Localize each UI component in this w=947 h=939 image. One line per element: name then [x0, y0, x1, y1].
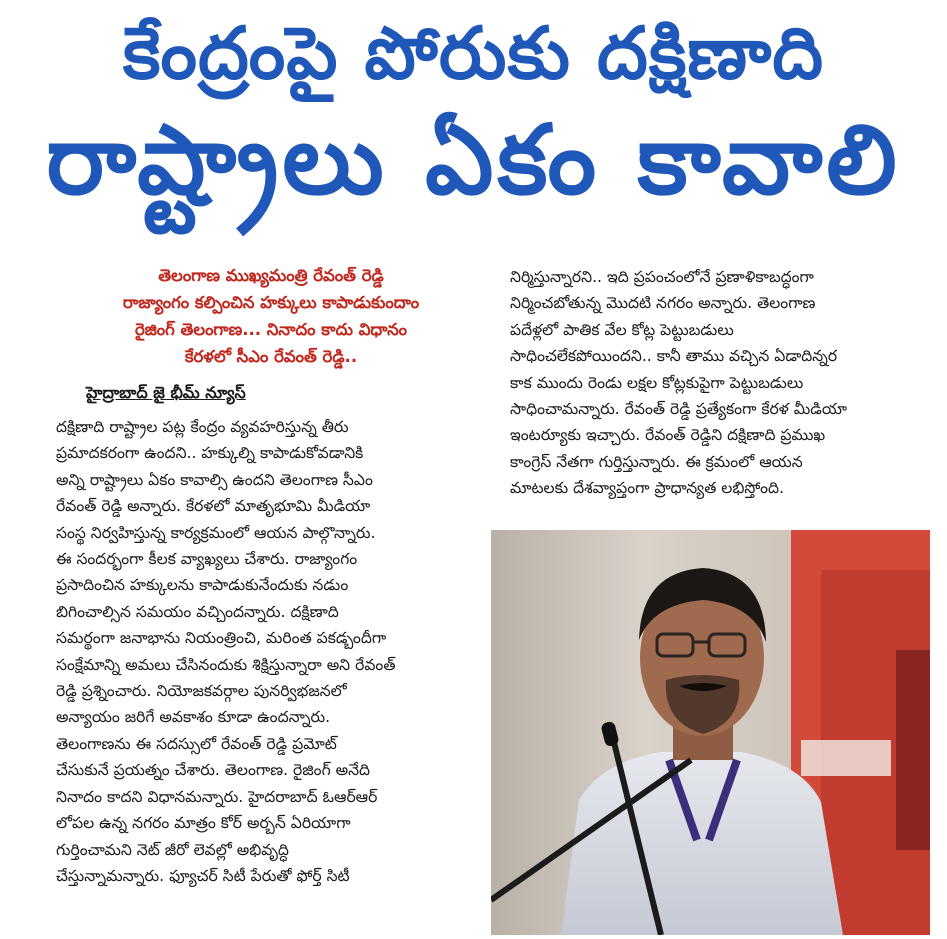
body-line: సమర్థంగా జనాభాను నియంత్రించి, మరింత పకడ్బందీగా: [56, 629, 387, 648]
body-line: దక్షిణాది రాష్ట్రాల పట్ల కేంద్రం వ్యవహరిస్తున్న తీరు: [56, 418, 349, 436]
headline-line-1: కేంద్రంపై పోరుకు దక్షిణాది: [122, 11, 825, 95]
body-line: రెడ్డి ప్రశ్నించారు. నియోజకవర్గాల పునర్విభజనలో: [56, 682, 347, 701]
deck-line: రాజ్యాంగం కల్పించిన హక్కులు కాపాడుకుందాం: [122, 293, 420, 312]
body-line: సాధించలేకపోయిందని.. కానీ తాము వచ్చిన ఏడాదిన్నర: [510, 347, 838, 366]
body-line: ప్రమాదకరంగా ఉందని.. హక్కుల్ని కాపాడుకోవడానికి: [56, 444, 364, 463]
body-line: పదేళ్లలో పాతిక వేల కోట్ల పెట్టుబడులు: [510, 320, 734, 339]
body-line: రేవంత్ రెడ్డి అన్నారు. కేరళలో మాతృభూమి మీడియా: [56, 497, 371, 516]
left-body-text: [56, 414, 476, 889]
body-line: లోపల ఉన్న నగరం మాత్రం కోర్ అర్బన్ ఏరియాగా: [56, 814, 351, 833]
body-line: ప్రసాదించిన హక్కులను కాపాడుకునేందుకు నడుం: [56, 576, 349, 595]
body-line: నిర్మిస్తున్నారని.. ఇది ప్రపంచంలోనే ప్రణాళికాబద్ధంగా: [510, 268, 814, 286]
headline-line-2: రాష్ట్రాలు ఏకం కావాలి: [46, 104, 901, 216]
body-line: సంక్షేమాన్ని అమలు చేసినందుకు శిక్షిస్తున్నారా అని రేవంత్: [56, 655, 396, 674]
body-line: సంస్థ నిర్వహిస్తున్న కార్యక్రమంలో ఆయన పాల్గొన్నారు.: [56, 523, 376, 542]
body-line: నిర్మించబోతున్న మొదటి నగరం అన్నారు. తెలంగాణ: [510, 294, 816, 313]
body-line: చేస్తున్నామన్నారు. ఫ్యూచర్ సిటీ పేరుతో ఫోర్త్ సిటీ: [56, 866, 350, 885]
deck: [56, 262, 476, 370]
body-line: మాటలకు దేశవ్యాప్తంగా ప్రాధాన్యత లభిస్తోంది.: [510, 479, 784, 498]
deck-line: రైజింగ్ తెలంగాణ... నినాదం కాదు విధానం: [134, 320, 408, 339]
left-column: [56, 262, 476, 889]
right-body-text: [490, 264, 930, 502]
speaker-photo: [491, 530, 930, 935]
body-line: అన్యాయం జరిగే అవకాశం కూడా ఉందన్నారు.: [56, 708, 331, 727]
body-line: బిగించాల్సిన సమయం వచ్చిందన్నారు. దక్షిణాది: [56, 602, 339, 621]
deck-line: తెలంగాణ ముఖ్యమంత్రి రేవంత్ రెడ్డి: [158, 266, 384, 285]
deck-line: కేరళలో సీఎం రేవంత్ రెడ్డి..: [184, 347, 358, 366]
right-column: [490, 262, 930, 502]
body-line: అన్ని రాష్ట్రాలు ఏకం కావాల్సి ఉందని తెలంగాణ సీఎం: [56, 470, 373, 489]
body-line: సాధించామన్నారు. రేవంత్ రెడ్డి ప్రత్యేకంగా కేరళ మీడియా: [510, 400, 847, 419]
body-line: నినాదం కాదని విధానమన్నారు. హైదరాబాద్ ఓఆర్ఆర్: [56, 787, 378, 806]
body-line: కాక ముందు రెండు లక్షల కోట్లకుపైగా పెట్టుబడులు: [510, 373, 804, 392]
byline: హైద్రాబాద్ జై భీమ్ న్యూస్: [86, 383, 246, 402]
body-line: తెలంగాణను ఈ సదస్సులో రేవంత్ రెడ్డి ప్రమోట్: [56, 734, 337, 753]
body-line: ఇంటర్యూకు ఇచ్చారు. రేవంత్ రెడ్డిని దక్షిణాది ప్రముఖ: [510, 426, 826, 445]
body-line: ఈ సందర్భంగా కీలక వ్యాఖ్యలు చేశారు. రాజ్యాంగం: [56, 550, 358, 569]
body-line: కాంగ్రెస్ నేతగా గుర్తిస్తున్నారు. ఈ క్రమంలో ఆయన: [510, 452, 803, 471]
body-line: గుర్తించామని నెట్ జీరో లెవల్లో అభివృద్ధి: [56, 840, 289, 859]
body-line: చేసుకునే ప్రయత్నం చేశారు. తెలంగాణ. రైజింగ్ అనేది: [56, 761, 371, 780]
